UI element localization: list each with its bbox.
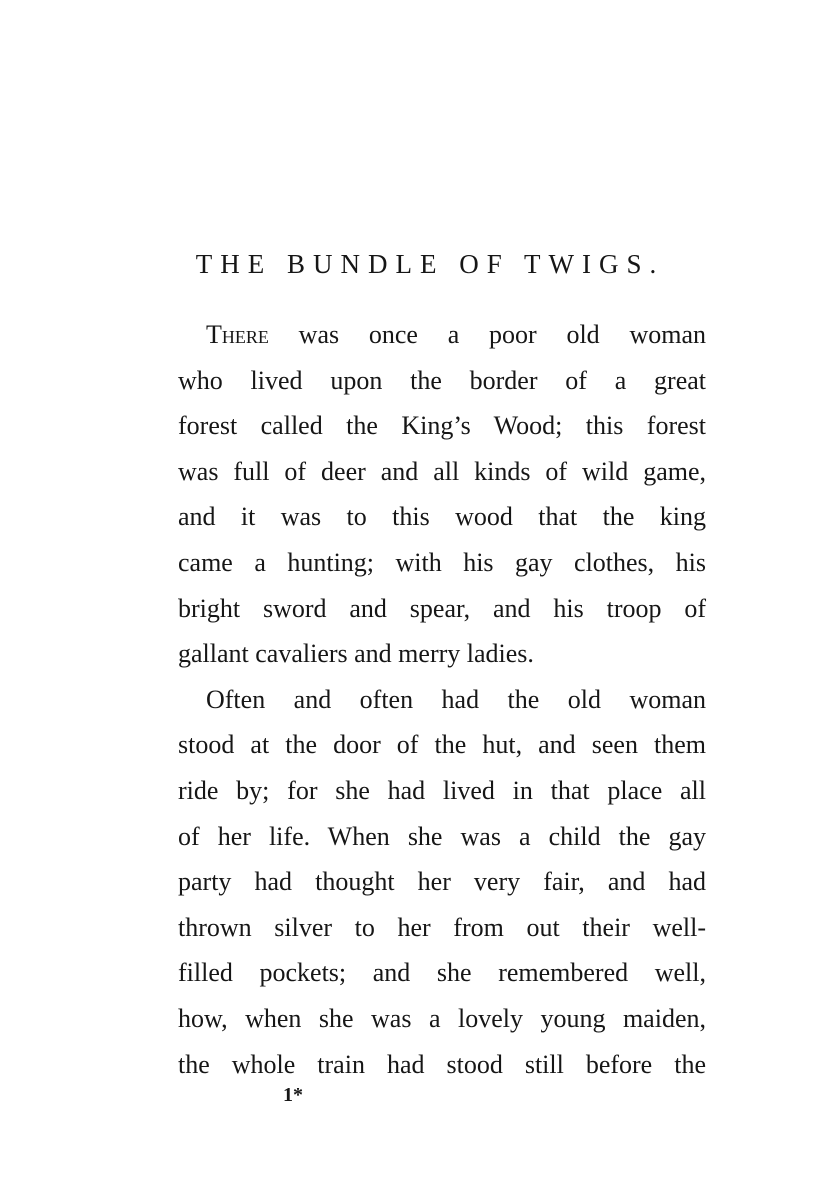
text-line: of her life. When she was a child the gay [178,821,706,851]
text-line: forest called the King’s Wood; this forest [178,411,706,441]
chapter-title: THE BUNDLE OF TWIGS. [195,249,665,279]
text-line: ride by; for she had lived in that place all [178,775,706,805]
text-line: and it was to this wood that the king [178,502,706,532]
text-line: thrown silver to her from out their well- [178,912,706,942]
body-text [178,312,706,1087]
text-line: gallant cavaliers and merry ladies. [178,639,534,669]
text-line: how, when she was a lovely young maiden, [178,1003,706,1033]
text-line: came a hunting; with his gay clothes, his [178,547,706,577]
text-line-rest: was once a poor old woman [268,320,706,349]
text-line: stood at the door of the hut, and seen them [178,730,706,760]
text-line: the whole train had stood still before the [178,1049,706,1079]
text-line: who lived upon the border of a great [178,365,706,395]
text-line: bright sword and spear, and his troop of [178,593,706,623]
text-line [178,312,706,358]
text-line: filled pockets; and she remembered well, [178,958,706,988]
lead-word: There [206,320,269,349]
text-line: Often and often had the old woman [206,684,706,714]
text-line: party had thought her very fair, and had [178,867,706,897]
text-line: was full of deer and all kinds of wild game, [178,456,706,486]
signature-mark: 1* [283,1084,303,1106]
